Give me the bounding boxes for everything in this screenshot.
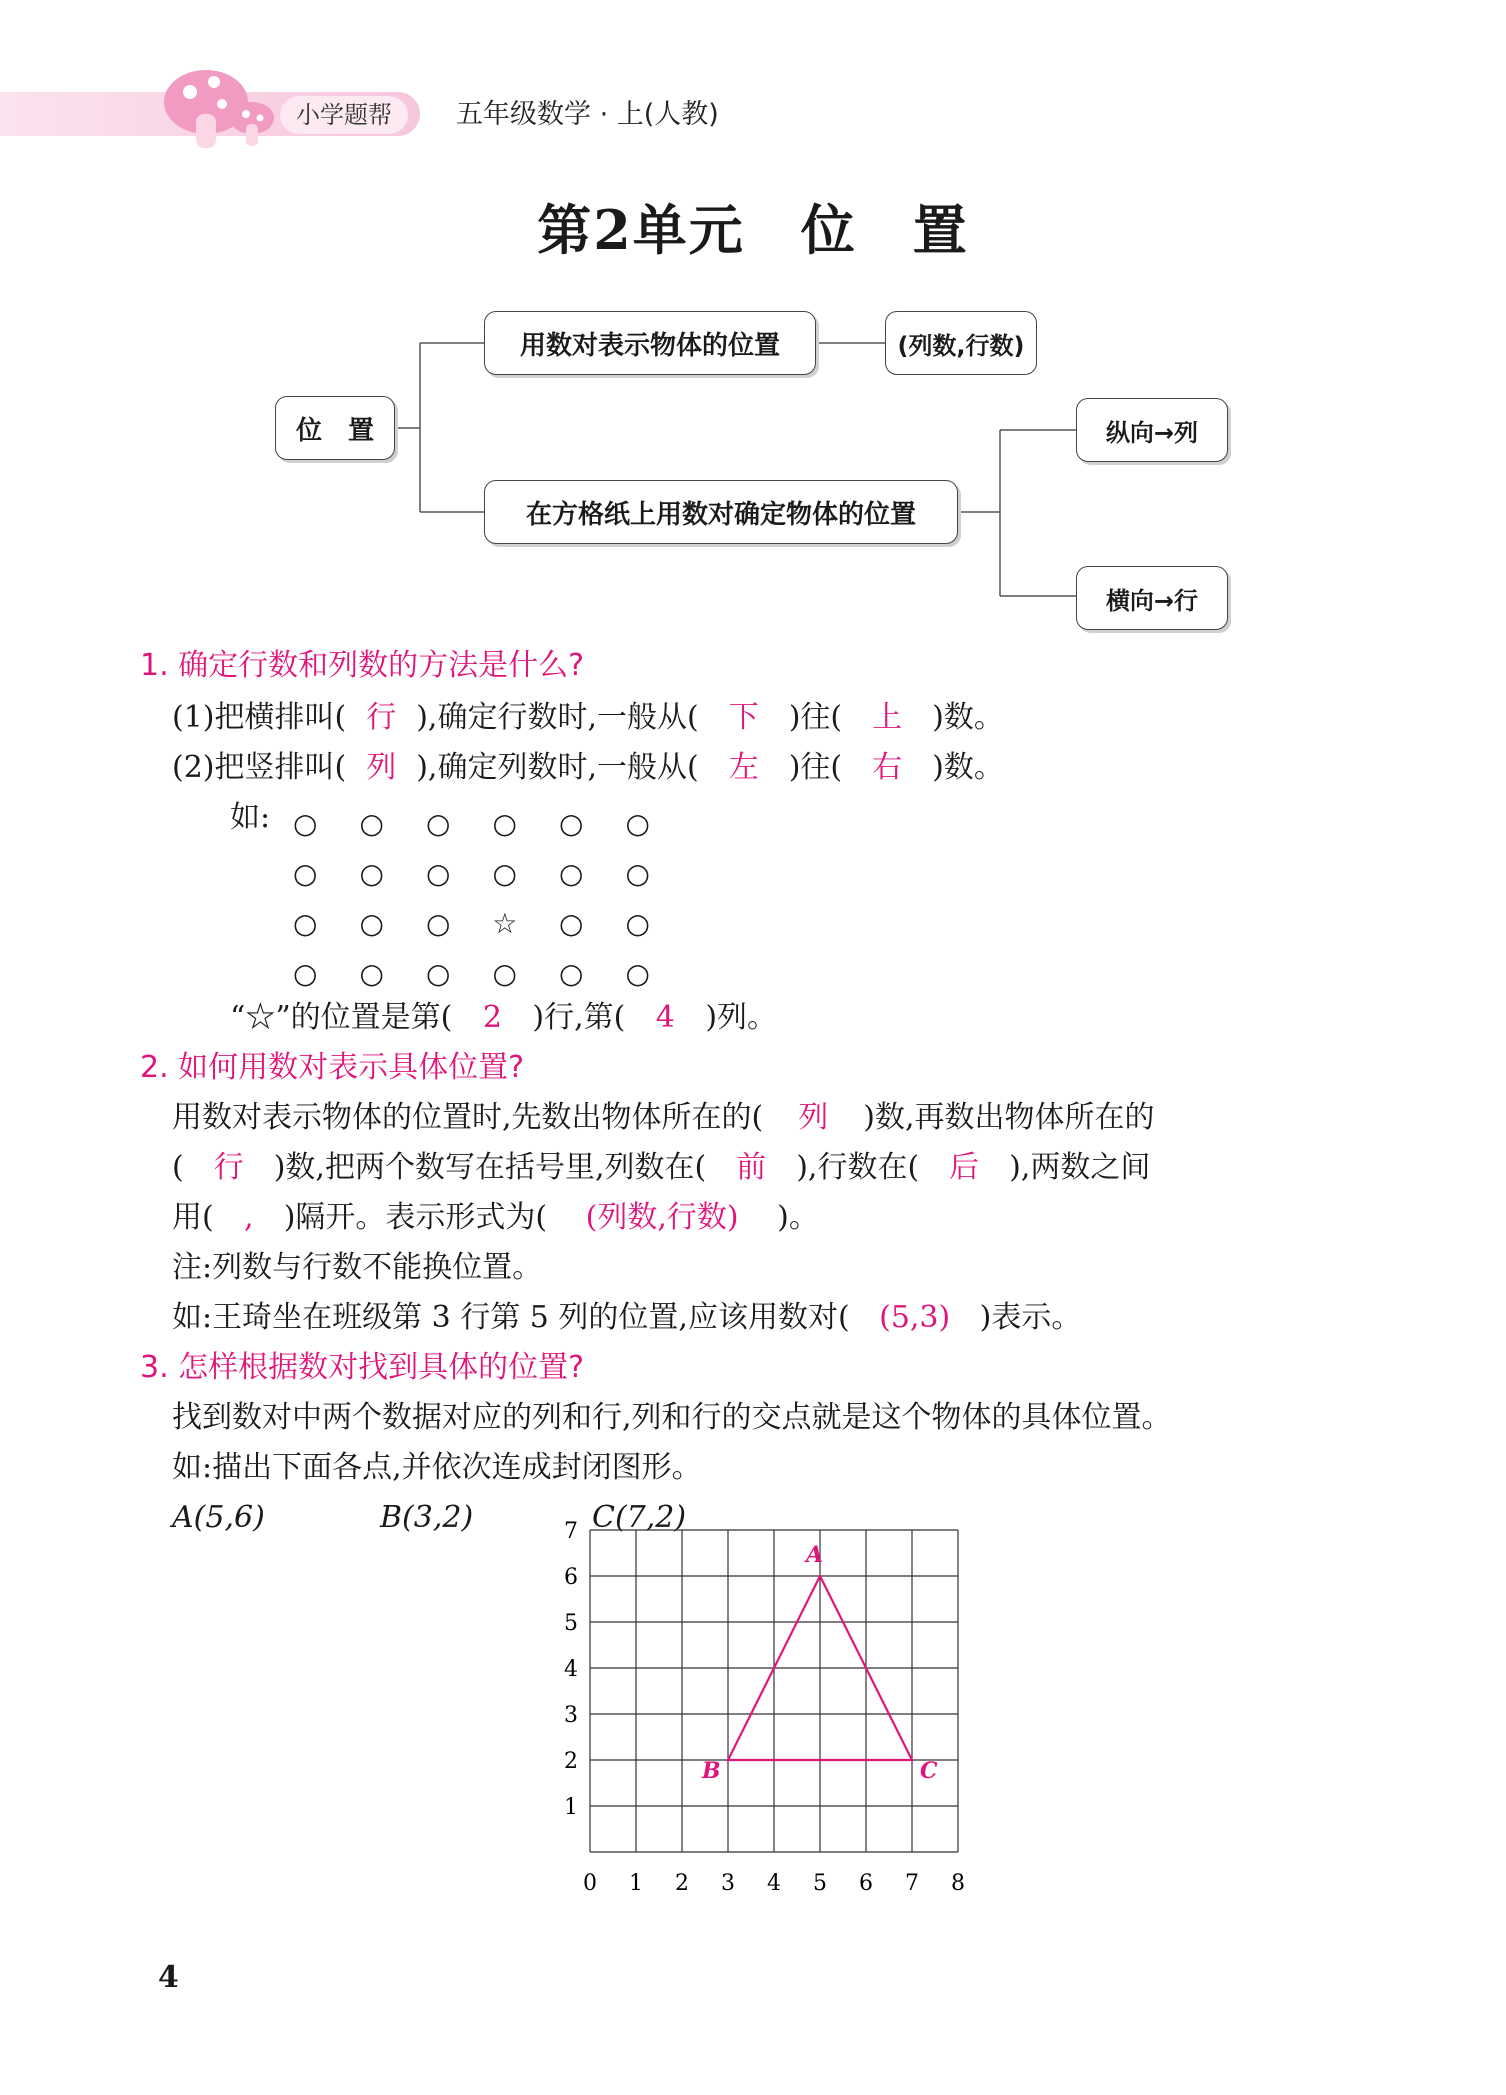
seat-circle: ○ [625,856,650,890]
example-prefix: 如: [230,800,271,835]
q3-title: 3. 怎样根据数对找到具体的位置? [140,1350,585,1385]
y-tick-label: 2 [564,1749,578,1774]
seat-circle: ○ [492,956,517,990]
seat-row [272,798,672,848]
q1-line2: (2)把竖排叫( 列 ),确定列数时,一般从( 左 )往( 右 )数。 [172,748,1004,788]
seat-circle: ○ [559,956,584,990]
seat-circle: ○ [293,856,318,890]
mindmap-leaf-column: 纵向→列 [1076,398,1228,462]
y-tick-label: 6 [564,1565,578,1590]
mindmap-branch2: 在方格纸上用数对确定物体的位置 [484,480,958,544]
seat-circle: ○ [559,906,584,940]
x-tick-label: 3 [721,1871,735,1896]
seat-circle: ○ [426,856,451,890]
x-tick-label: 0 [583,1871,597,1896]
page-number: 4 [158,1960,179,1995]
x-tick-label: 6 [859,1871,873,1896]
star-icon: ☆ [492,906,518,940]
x-tick-label: 8 [951,1871,965,1896]
point-label-c: C [920,1758,938,1784]
answer-blank: 前 [736,1150,767,1185]
y-tick-label: 5 [564,1611,578,1636]
answer-blank: 右 [872,750,903,785]
point-label-b: B [702,1758,721,1784]
seat-circle: ○ [492,856,517,890]
point-b-label: B(3,2) [380,1500,474,1535]
answer-blank: (列数,行数) [585,1200,739,1235]
x-tick-label: 5 [813,1871,827,1896]
coordinate-grid-chart [540,1519,980,1900]
answer-blank: 行 [366,700,397,735]
seat-circle: ○ [559,806,584,840]
answer-blank: 上 [872,700,903,735]
book-title: 五年级数学 · 上(人教) [456,99,719,130]
seat-grid [272,798,672,998]
seat-circle: ○ [426,956,451,990]
y-tick-label: 4 [564,1657,578,1682]
y-tick-label: 7 [564,1519,578,1544]
mindmap-branch1: 用数对表示物体的位置 [484,311,816,375]
q3-para1: 找到数对中两个数据对应的列和行,列和行的交点就是这个物体的具体位置。 [172,1400,1172,1435]
seat-circle: ○ [625,806,650,840]
answer-blank: 2 [482,1000,502,1035]
seat-circle: ○ [492,806,517,840]
point-c-label: C(7,2) [592,1500,687,1535]
seat-circle: ○ [293,956,318,990]
answer-blank: , [243,1200,254,1235]
x-tick-label: 7 [905,1871,919,1896]
seat-circle: ○ [359,956,384,990]
q2-note: 注:列数与行数不能换位置。 [172,1250,543,1285]
answer-blank: 左 [728,750,759,785]
seat-row [272,948,672,998]
x-tick-label: 4 [767,1871,781,1896]
q2-example: 如:王琦坐在班级第 3 行第 5 列的位置,应该用数对( (5,3) )表示。 [172,1298,1081,1338]
answer-blank: 行 [213,1150,244,1185]
series-label: 小学题帮 [280,96,408,134]
q2-para-line1: 用数对表示物体的位置时,先数出物体所在的( 列 )数,再数出物体所在的 [172,1098,1155,1138]
point-a-label: A(5,6) [172,1500,265,1535]
y-tick-label: 3 [564,1703,578,1728]
answer-blank: 4 [655,1000,675,1035]
seat-circle: ○ [625,956,650,990]
seat-circle: ○ [293,806,318,840]
seat-circle: ○ [293,906,318,940]
seat-row [272,898,672,948]
unit-title: 第2单元 位 置 [537,198,969,262]
seat-circle: ○ [359,806,384,840]
answer-blank: 列 [366,750,397,785]
seat-circle: ○ [559,856,584,890]
mindmap-branch1-leaf: (列数,行数) [885,311,1037,375]
x-tick-label: 2 [675,1871,689,1896]
answer-blank: 后 [949,1150,980,1185]
q3-para2: 如:描出下面各点,并依次连成封闭图形。 [172,1450,702,1485]
seat-circle: ○ [426,806,451,840]
seat-circle: ○ [359,906,384,940]
seat-circle: ○ [359,856,384,890]
y-tick-label: 1 [564,1795,578,1820]
mindmap-root: 位 置 [275,396,395,460]
answer-blank: 下 [728,700,759,735]
point-label-a: A [806,1542,824,1568]
answer-blank: 列 [798,1100,829,1135]
answer-blank: (5,3) [879,1300,951,1335]
q1-line1: (1)把横排叫( 行 ),确定行数时,一般从( 下 )往( 上 )数。 [172,698,1004,738]
seat-circle: ○ [426,906,451,940]
q2-title: 2. 如何用数对表示具体位置? [140,1050,525,1085]
q2-para-line2: ( 行 )数,把两个数写在括号里,列数在( 前 ),行数在( 后 ),两数之间 [172,1148,1150,1188]
x-tick-label: 1 [629,1871,643,1896]
q2-para-line3: 用( , )隔开。表示形式为( (列数,行数) )。 [172,1198,819,1238]
q1-title: 1. 确定行数和列数的方法是什么? [140,648,585,683]
mindmap-leaf-row: 横向→行 [1076,566,1228,630]
seat-circle: ○ [625,906,650,940]
seat-row [272,848,672,898]
q1-star-question: “☆”的位置是第( 2 )行,第( 4 )列。 [230,998,777,1038]
